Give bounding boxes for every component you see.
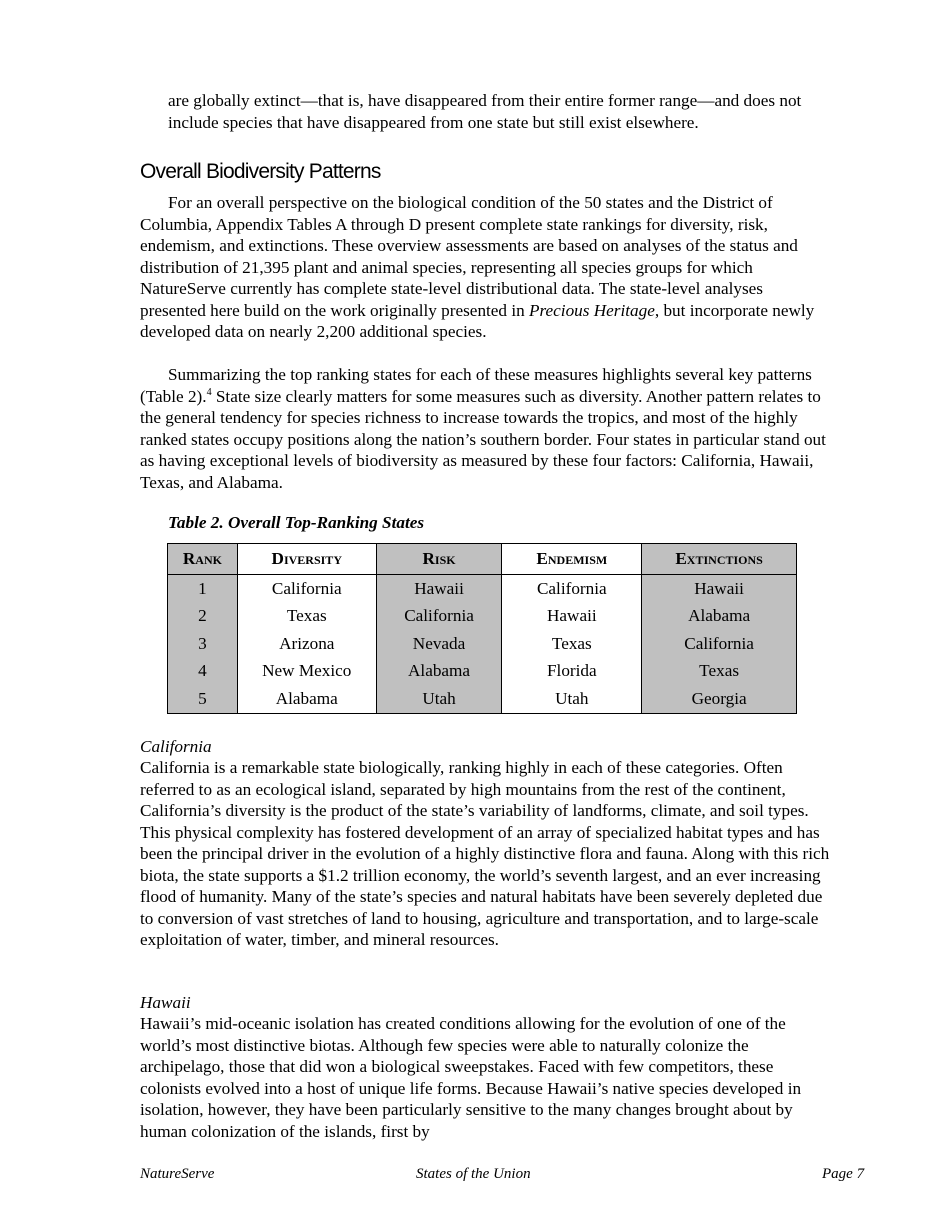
header-endemism: Endemism bbox=[502, 544, 642, 575]
header-risk: Risk bbox=[376, 544, 502, 575]
cell-endemism: Hawaii bbox=[502, 603, 642, 631]
table-row bbox=[168, 575, 797, 603]
cell-endemism: Utah bbox=[502, 685, 642, 713]
overview-text: For an overall perspective on the biological condition of the 50 states and the District of Columbia, Appendix Tables A through D present complete state rankings for diversity, risk, endemism, and extinctions. These overview assessments are based on analyses of the status and distribution of 21,395 plant and animal species, representing all species groups for which NatureServe currently has complete state-level distributional data. The state-level analyses presented here build on the work originally presented in bbox=[140, 193, 798, 320]
hawaii-subheading: Hawaii bbox=[140, 993, 191, 1012]
summary-text: Summarizing the top ranking states for each of these measures highlights several key patterns (Table 2). bbox=[140, 365, 812, 406]
cell-risk: Utah bbox=[376, 685, 502, 713]
overview-paragraph bbox=[140, 192, 830, 343]
cell-diversity: Texas bbox=[237, 603, 376, 631]
table-row bbox=[168, 685, 797, 713]
cell-extinctions: Texas bbox=[642, 658, 797, 686]
cell-rank: 3 bbox=[168, 630, 238, 658]
summary-text-end: State size clearly matters for some measures such as diversity. Another pattern relates to the general tendency for species richness to increase towards the tropics, and most of the highly ranked states occupy positions along the nation’s southern border. Four states in particular stand out as having exceptional levels of biodiversity as measured by these four factors: California, Hawaii, Texas, and Alabama. bbox=[140, 386, 826, 492]
cell-risk: California bbox=[376, 603, 502, 631]
cell-rank: 2 bbox=[168, 603, 238, 631]
cell-rank: 1 bbox=[168, 575, 238, 603]
cell-diversity: Alabama bbox=[237, 685, 376, 713]
cell-endemism: California bbox=[502, 575, 642, 603]
cell-endemism: Texas bbox=[502, 630, 642, 658]
california-subheading: California bbox=[140, 737, 212, 756]
california-paragraph: California is a remarkable state biologically, ranking highly in each of these categories. Often referred to as an ecological island, separated by high mountains from the rest of the continent, California’s diversity is the product of the state’s variability of landforms, climate, and soil types. This physical complexity has fostered development of an array of specialized habitat types and has been the principal driver in the evolution of a highly distinctive flora and fauna. Along with this rich biota, the state supports a $1.2 trillion economy, the world’s seventh largest, and an ever increasing flood of humanity. Many of the state’s species and natural habitats have been severely depleted due to conversion of vast stretches of land to housing, agriculture and transportation, and to large-scale exploitation of water, timber, and mineral resources. bbox=[140, 758, 830, 949]
cell-extinctions: California bbox=[642, 630, 797, 658]
section-heading: Overall Biodiversity Patterns bbox=[140, 160, 381, 183]
book-title: Precious Heritage bbox=[529, 300, 655, 320]
top-ranking-states-table bbox=[167, 543, 797, 714]
cell-risk: Nevada bbox=[376, 630, 502, 658]
footer-document-title: States of the Union bbox=[416, 1166, 531, 1182]
table-row bbox=[168, 658, 797, 686]
cell-diversity: California bbox=[237, 575, 376, 603]
summary-paragraph bbox=[140, 364, 830, 493]
cell-rank: 5 bbox=[168, 685, 238, 713]
table-header-row bbox=[168, 544, 797, 575]
header-extinctions: Extinctions bbox=[642, 544, 797, 575]
table-caption: Table 2. Overall Top-Ranking States bbox=[168, 513, 425, 532]
cell-extinctions: Alabama bbox=[642, 603, 797, 631]
overview-text-end: , but incorporate newly developed data on nearly 2,200 additional species. bbox=[140, 300, 815, 341]
header-diversity: Diversity bbox=[237, 544, 376, 575]
intro-paragraph: are globally extinct—that is, have disappeared from their entire former range—and does not include species that have disappeared from one state but still exist elsewhere. bbox=[168, 91, 802, 132]
cell-extinctions: Georgia bbox=[642, 685, 797, 713]
cell-diversity: New Mexico bbox=[237, 658, 376, 686]
footer-page-number: Page 7 bbox=[822, 1166, 865, 1182]
cell-diversity: Arizona bbox=[237, 630, 376, 658]
table-row bbox=[168, 603, 797, 631]
cell-endemism: Florida bbox=[502, 658, 642, 686]
table-row bbox=[168, 630, 797, 658]
cell-rank: 4 bbox=[168, 658, 238, 686]
cell-extinctions: Hawaii bbox=[642, 575, 797, 603]
cell-risk: Alabama bbox=[376, 658, 502, 686]
hawaii-paragraph: Hawaii’s mid-oceanic isolation has created conditions allowing for the evolution of one of the world’s most distinctive biotas. Although few species were able to naturally colonize the archipelago, those that did won a biological sweepstakes. Faced with few competitors, these colonists evolved into a host of unique life forms. Because Hawaii’s native species developed in isolation, however, they have been particularly sensitive to the many changes brought about by human colonization of the islands, first by bbox=[140, 1014, 802, 1141]
footer-organization: NatureServe bbox=[140, 1166, 215, 1182]
footnote-marker[interactable]: 4 bbox=[206, 386, 212, 398]
header-rank: Rank bbox=[168, 544, 238, 575]
cell-risk: Hawaii bbox=[376, 575, 502, 603]
